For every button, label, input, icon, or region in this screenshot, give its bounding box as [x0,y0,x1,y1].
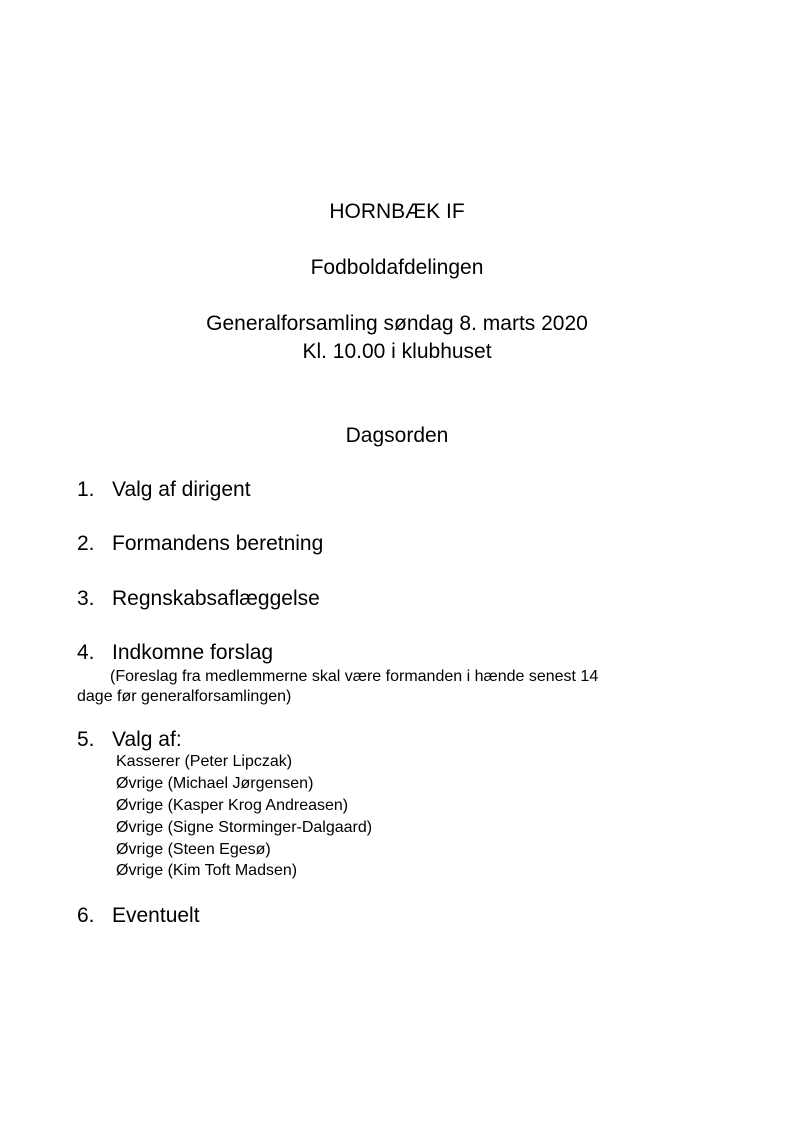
election-candidate: Øvrige (Steen Egesø) [116,841,271,858]
agenda-item-number: 2. [77,532,95,555]
agenda-item-4 [0,641,794,665]
agenda-title: Dagsorden [345,424,449,447]
agenda-item-number: 4. [77,641,95,664]
meeting-date-line: Generalforsamling søndag 8. marts 2020 [206,312,588,335]
election-candidate: Øvrige (Kasper Krog Andreasen) [116,797,349,814]
agenda-item-label: Valg af: [112,728,182,751]
agenda-item-label: Regnskabsaflæggelse [112,587,320,610]
proposal-note-line-1: (Foreslag fra medlemmerne skal være formanden i hænde senest 14 [110,668,599,685]
agenda-item-1 [0,478,794,502]
department-name: Fodboldafdelingen [310,256,484,279]
agenda-item-5 [0,728,794,752]
election-candidate: Øvrige (Michael Jørgensen) [116,775,314,792]
agenda-item-label: Formandens beretning [112,532,324,555]
agenda-item-label: Indkomne forslag [112,641,274,664]
agenda-item-label: Eventuelt [112,904,200,927]
club-name: HORNBÆK IF [329,200,465,223]
agenda-item-2 [0,532,794,556]
agenda-item-label: Valg af dirigent [112,478,251,501]
election-candidate: Øvrige (Kim Toft Madsen) [116,862,298,879]
proposal-note-line-2: dage før generalforsamlingen) [77,688,292,705]
election-candidate: Øvrige (Signe Storminger-Dalgaard) [116,819,373,836]
agenda-item-6 [0,904,794,928]
meeting-time-place-line: Kl. 10.00 i klubhuset [302,340,492,363]
agenda-item-number: 5. [77,728,95,751]
election-candidate: Kasserer (Peter Lipczak) [116,753,293,770]
agenda-item-3 [0,587,794,611]
agenda-item-number: 3. [77,587,95,610]
agenda-item-number: 6. [77,904,95,927]
agenda-item-number: 1. [77,478,95,501]
